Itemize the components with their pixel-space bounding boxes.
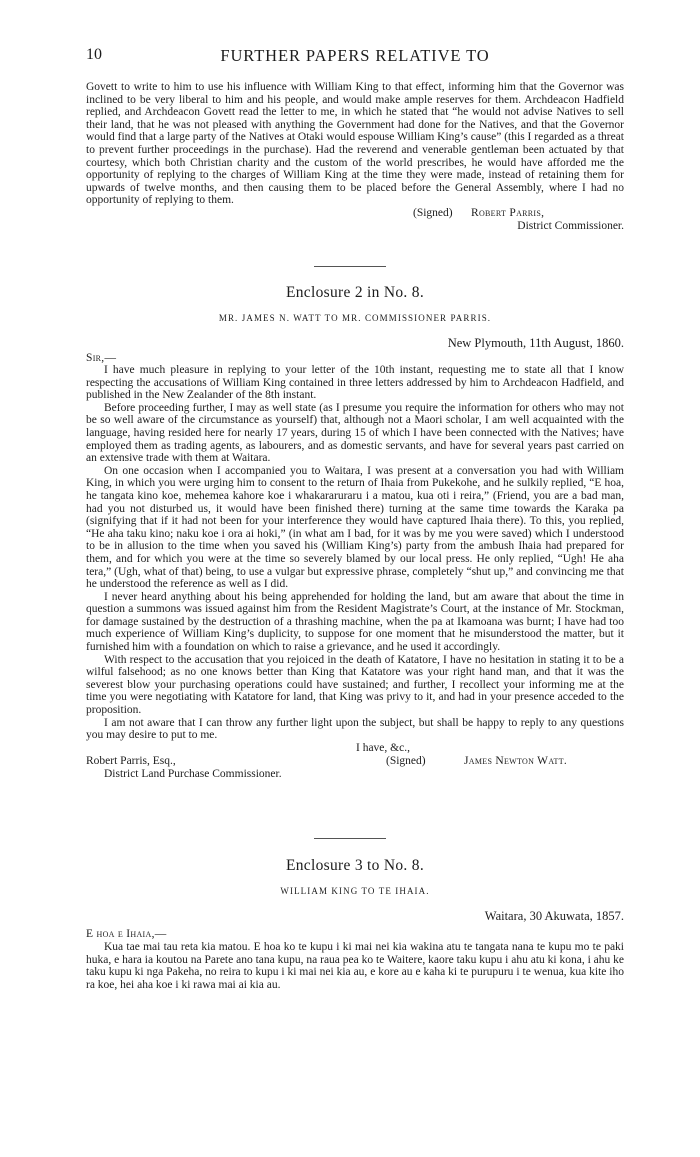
enclosure-2-letter: [86, 364, 624, 781]
letter-paragraph: With respect to the accusation that you rejoiced in the death of Katatore, I have no hesitation in stating it to be a wilful falsehood; as no one knows better than King that Katatore was your right hand man, and that it was the severest blow your purchasing operations could have sustained; and further, I recollect your informing me at the time you were negotiating with Katatore for land, that King was privy to it, and had in your presence acceded to the proposition.: [86, 653, 624, 717]
enclosure-2-salutation: Sir,—: [86, 352, 117, 364]
continuation-block: [86, 81, 624, 233]
enclosure-3-letter: [86, 941, 624, 991]
enclosure-3-dateline: Waitara, 30 Akuwata, 1857.: [484, 909, 624, 923]
enclosure-3-title: Enclosure 3 to No. 8.: [285, 857, 425, 874]
page-number: 10: [86, 46, 102, 63]
section-divider: [314, 838, 386, 839]
enclosure-3-subtitle: WILLIAM KING TO TE IHAIA.: [280, 886, 430, 896]
letter-paragraph: On one occasion when I accompanied you to Waitara, I was present at a conversation you had with William King, in which you were urging him to consent to the return of Ihaia from Pukekohe, and he sulkily replied, “E hoa, he tangata kino koe, mehemea kahore koe i whakararuraru i a matou, kua oti i reira,” (Friend, you are a bad man, had you not disturbed us, it would have been finished there) turning at the same time towards the Karaka pa (signifying that if it had not been for your interference they would have captured Ihaia there). To this, you replied, “He aha taku kino; naku koe i ora ai hoki,” (in what am I bad, for it was by me you were saved) which I understood to be in allusion to the time when you saved his (William King’s) party from the ambush Ihaia had prepared for them, and for which you were at the time so severely blamed by our local press. He only replied, “Ugh! He aha tera,” (Ugh, what of that) being, to use a vulgar but expressive phrase, completely “shut up,” and convincing me that he understood the reference as well as I did.: [86, 464, 624, 591]
section-divider: [314, 266, 386, 267]
letter-paragraph: I am not aware that I can throw any further light upon the subject, but shall be happy to reply to any questions you may desire to put to me.: [86, 716, 624, 742]
enclosure-2-title: Enclosure 2 in No. 8.: [285, 284, 425, 301]
letter-paragraph: Kua tae mai tau reta kia matou. E hoa ko te kupu i ki mai nei kia wakina atu te tangata nana te kupu mo te paki huka, e hara ia koutou na Parete ano tana kupu, na raua pea ko te Waitere, kaore taku kupu i ahu atu ki kona, i ahu ke taku kupu ki nga Pakeha, no reira to kupu i ki mai nei kia au, e kore au e kaha ki te purupuru i te wenua, kua kite iho ra koe, hei aha koe i ki rawa mai ai kia au.: [86, 941, 624, 991]
addressee-title: District Land Purchase Commissioner.: [104, 767, 282, 780]
letter-paragraph: I never heard anything about his being apprehended for holding the land, but am aware that about the time in question a summons was issued against him from the Resident Magistrate’s Court, at the instance of Mr. Stockman, for damage sustained by the destruction of a thrashing machine, when the pa at Ikamoana was burnt; I have had too much experience of William King’s duplicity, to suppose for one moment that he misunderstood the matter, but it furnished him with a foundation on which to raise a grievance, and he used it accordingly.: [86, 590, 624, 654]
running-title: FURTHER PAPERS RELATIVE TO: [220, 46, 490, 65]
letter-paragraph: I have much pleasure in replying to your letter of the 10th instant, requesting me to state all that I know respecting the accusations of William King contained in three letters addressed by him to Archdeacon Hadfield, and published in the New Zealander of the 8th instant.: [86, 364, 624, 402]
enclosure-3-salutation: E hoa e Ihaia,—: [86, 928, 167, 940]
addressee-line: [86, 755, 624, 768]
signer-title: District Commissioner.: [517, 219, 624, 232]
enclosure-2-subtitle: MR. JAMES N. WATT TO MR. COMMISSIONER PARRIS.: [218, 313, 492, 323]
addressee: Robert Parris, Esq.,: [86, 754, 176, 767]
closing: I have, &c.,: [356, 741, 410, 754]
page-header: [86, 46, 624, 70]
signed-label: (Signed): [413, 206, 453, 219]
continuation-signature-line: [86, 207, 624, 220]
addressee-title-line: [86, 768, 624, 781]
closing-line: [86, 742, 624, 755]
signed-label: (Signed): [386, 754, 426, 767]
signer-name: Robert Parris,: [471, 206, 545, 219]
letter-paragraph: Before proceeding further, I may as well state (as I presume you require the information for others who may not be so well aware of the circumstance as yourself) that, although not a Maori scholar, I am well acquainted with the language, having resided here for nearly 17 years, during 15 of which I have been connected with the Natives; have employed them as trading agents, as labourers, and as domestic servants, and have for several years past carried on an extensive trade with them at Waitara.: [86, 401, 624, 465]
continuation-paragraph: Govett to write to him to use his influence with William King to that effect, informing him that the Governor was inclined to be very liberal to him and his people, and would make ample reserves for them. Archdeacon Hadfield replied, and Archdeacon Govett read the letter to me, in which he stated that “he would not advise Natives to sell their land, that he was not pleased with anything the Government had done for the Natives, and that the Governor would find that a large party of the Natives at Otaki would espouse William King’s cause” (this I regarded as a threat to prevent further proceedings in the purchase). Had the reverend and venerable gentleman been actuated by that courtesy, which both Christian charity and the custom of the world prescribes, he would have afforded me the opportunity of replying to the charges of William King at the time they were made, instead of retaining them for upwards of twelve months, and then causing them to be placed before the General Assembly, where I had no opportunity of replying to them.: [86, 81, 624, 207]
signer-name: James Newton Watt.: [464, 754, 568, 767]
enclosure-2-dateline: New Plymouth, 11th August, 1860.: [447, 336, 624, 350]
